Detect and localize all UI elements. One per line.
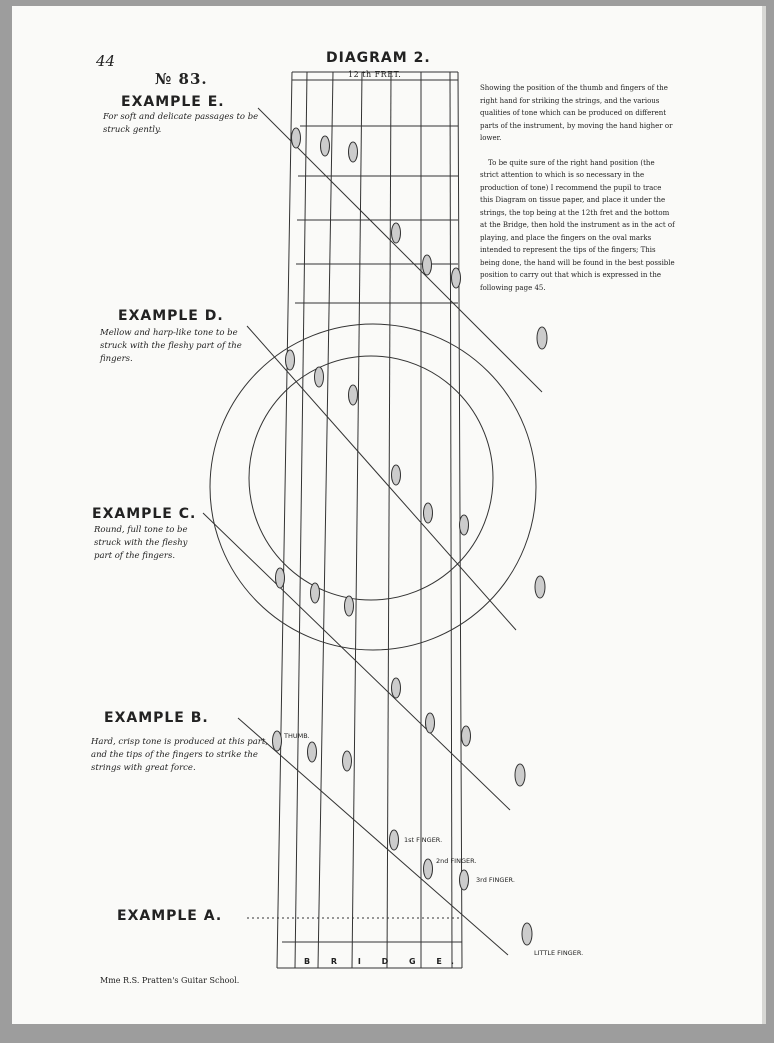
first-finger-mark (390, 830, 399, 850)
finger-mark (349, 142, 358, 162)
explanation-text (480, 82, 675, 294)
finger-mark (460, 515, 469, 535)
finger-mark (537, 327, 547, 349)
example-e-title: EXAMPLE E. (121, 94, 225, 110)
example-d-line (247, 326, 516, 630)
little-finger-label: LITTLE FINGER. (534, 949, 584, 957)
finger-mark (311, 583, 320, 603)
finger-mark (349, 385, 358, 405)
finger-mark (308, 742, 317, 762)
figure-number: № 83. (155, 70, 208, 88)
finger-mark (321, 136, 330, 156)
finger-mark (292, 128, 301, 148)
little-finger-mark (522, 923, 532, 945)
finger-mark (345, 596, 354, 616)
example-a-title: EXAMPLE A. (117, 908, 223, 924)
page-number: 44 (96, 52, 116, 70)
example-b-title: EXAMPLE B. (104, 710, 209, 726)
sound-hole-outer (210, 324, 536, 650)
example-e-text: For soft and delicate passages to be struck gently. (103, 112, 259, 135)
third-finger-mark (460, 870, 469, 890)
finger-mark (315, 367, 324, 387)
explanation-paragraph-1: Showing the position of the thumb and fingers of the right hand for striking the strings, and the various qualities of tone which can be produced on different parts of the instrument, by moving the hand higher or lower. (480, 84, 673, 142)
thumb-label: THUMB. (284, 732, 310, 740)
diagram-title: DIAGRAM 2. (326, 50, 431, 66)
example-c-title: EXAMPLE C. (92, 506, 197, 522)
finger-mark (424, 503, 433, 523)
finger-mark (462, 726, 471, 746)
bridge-label: B R I D G E. (304, 957, 463, 966)
explanation-paragraph-2: To be quite sure of the right hand position (the strict attention to which is so necessary in the production of tone) I recommend the pupil to trace this Diagram on tissue paper, and place it under the strings, the top being at the 12th fret and the bottom at the Bridge, then hold the instrument as in the act of playing, and place the fingers on the oval marks intended to represent the tips of the fingers; This being done, the hand will be found in the best possible position to carry out that which is expressed in the following page 45. (480, 158, 675, 292)
finger-mark (423, 255, 432, 275)
third-finger-label: 3rd FINGER. (476, 876, 515, 884)
finger-mark (426, 713, 435, 733)
second-finger-label: 2nd FINGER. (436, 857, 477, 865)
finger-mark (286, 350, 295, 370)
footer-credit: Mme R.S. Pratten's Guitar School. (100, 976, 240, 985)
example-b-text: Hard, crisp tone is produced at this part, and the tips of the fingers to strike the strings with great force. (91, 737, 268, 773)
finger-mark (515, 764, 525, 786)
example-c-text: Round, full tone to be struck with the fleshy part of the fingers. (94, 525, 188, 561)
finger-mark (392, 678, 401, 698)
string-1 (450, 72, 452, 968)
twelfth-fret-label: 12 th FRET. (348, 70, 402, 79)
string-6 (295, 72, 307, 968)
finger-mark (392, 465, 401, 485)
finger-mark (392, 223, 401, 243)
string-5 (318, 72, 333, 968)
first-finger-label: 1st FINGER. (404, 836, 443, 844)
example-d-title: EXAMPLE D. (118, 308, 224, 324)
finger-mark (276, 568, 285, 588)
example-d-text: Mellow and harp-like tone to be struck with the fleshy part of the fingers. (100, 328, 242, 364)
finger-mark (535, 576, 545, 598)
second-finger-mark (424, 859, 433, 879)
finger-mark (452, 268, 461, 288)
finger-mark (343, 751, 352, 771)
